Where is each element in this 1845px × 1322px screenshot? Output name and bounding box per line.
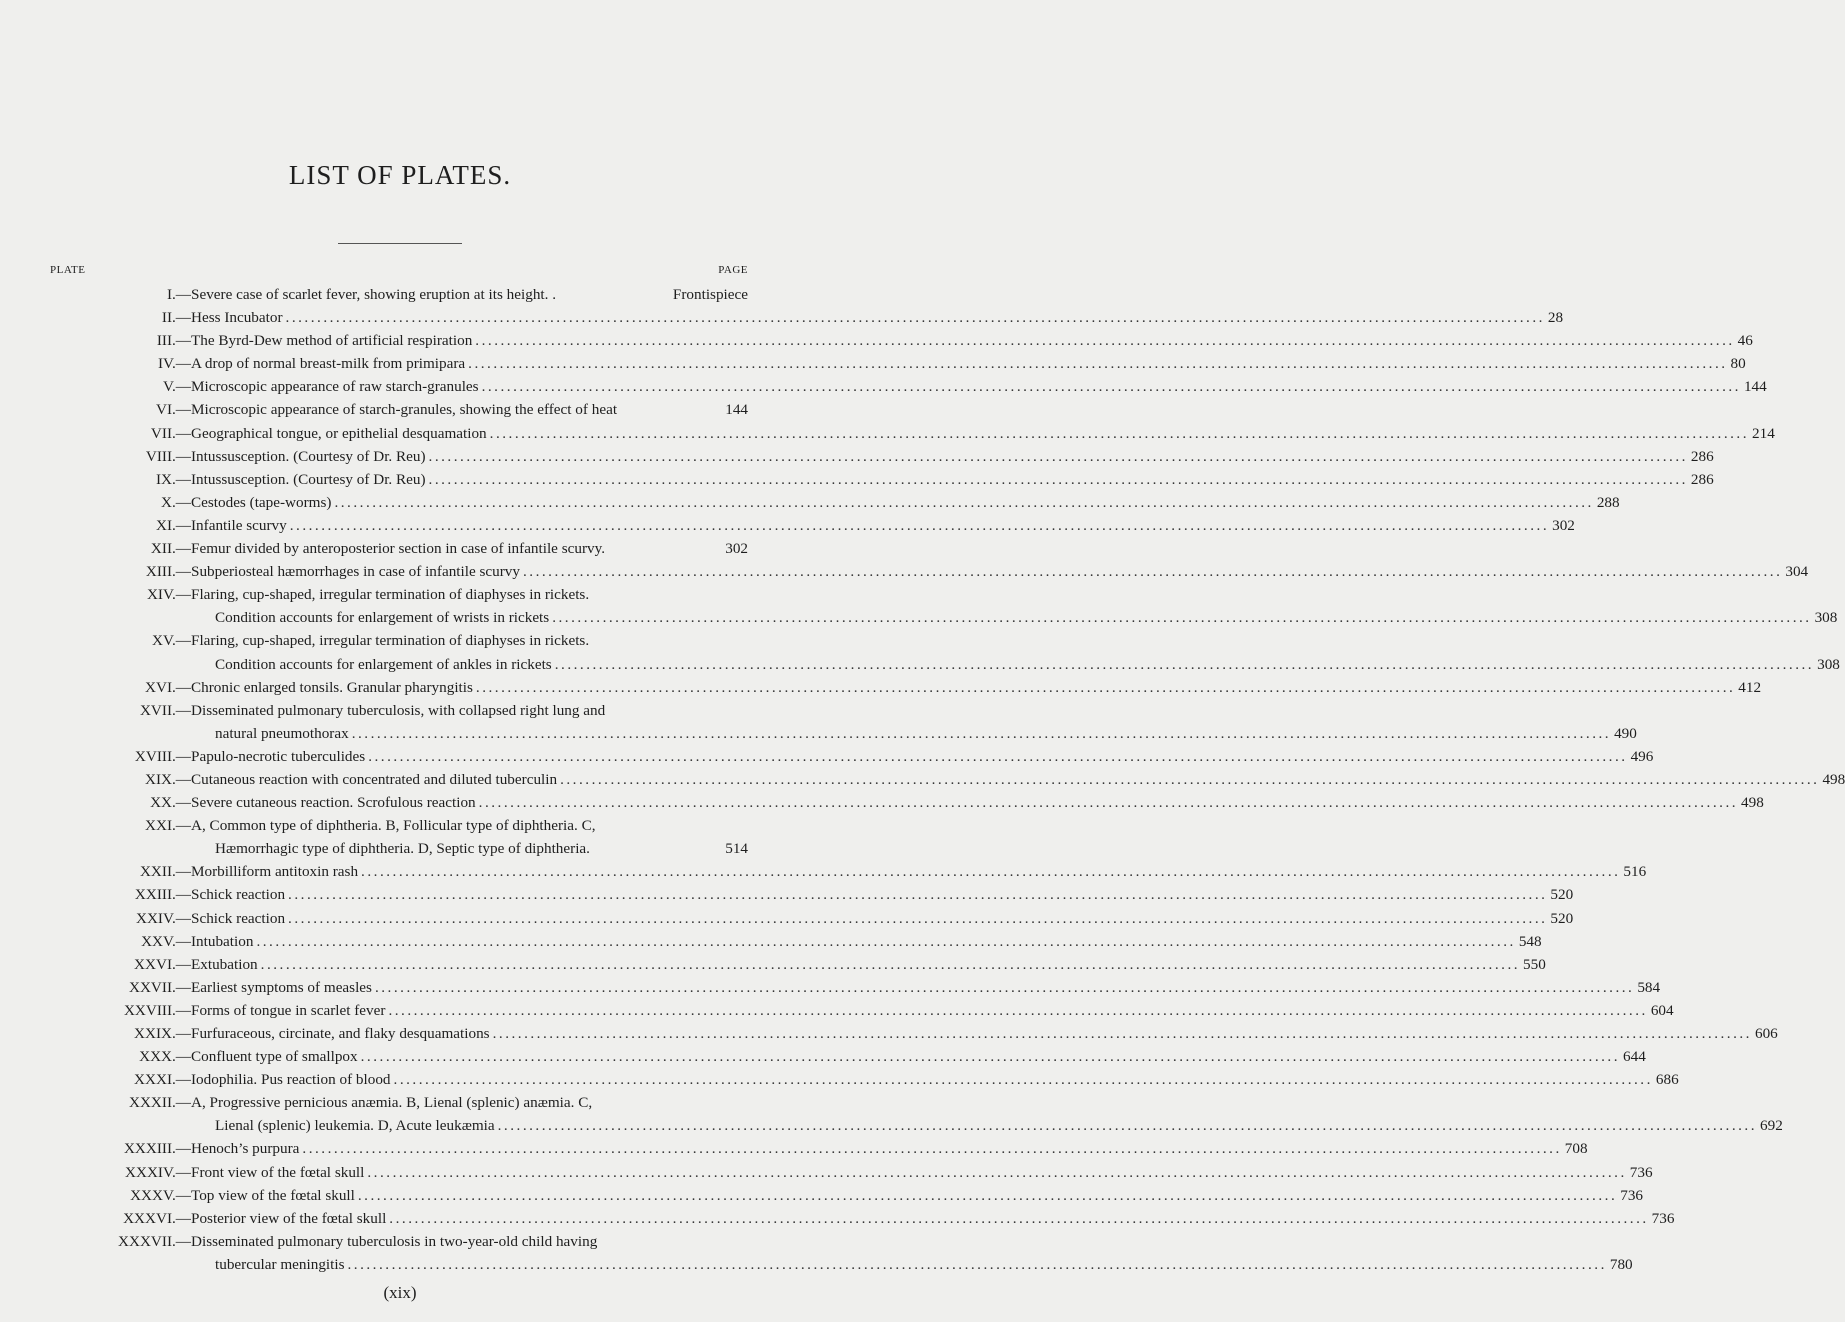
plate-title: Hæmorrhagic type of diphtheria. D, Septic type of diphtheria. [215, 840, 590, 858]
plate-line [191, 491, 1620, 514]
plate-line [191, 398, 748, 421]
plate-page-number: 584 [1637, 978, 1661, 996]
plate-page-number: 80 [1730, 355, 1746, 373]
plate-number: XXXIV.— [125, 1163, 191, 1181]
plate-number: XIII.— [145, 563, 191, 581]
plate-title: Condition accounts for enlargement of wrists in rickets [215, 609, 550, 627]
plate-line [191, 699, 748, 722]
plate-line [191, 514, 1575, 537]
plate-page-number: 498 [1741, 794, 1764, 812]
dot-leader: ........................................................................................................................................................................................................ [289, 516, 1550, 534]
plate-line [191, 1207, 1675, 1230]
plate-number: XXXV.— [130, 1186, 191, 1204]
page-column-header: PAGE [718, 264, 748, 276]
plate-entry [0, 930, 1542, 953]
plate-number: XXIII.— [134, 886, 191, 904]
plate-page-number: 214 [1752, 424, 1775, 442]
plate-entry [0, 1161, 1653, 1184]
dot-leader: ........................................................................................................................................................................................................ [475, 332, 1735, 350]
plate-number: XXIX.— [134, 1025, 191, 1042]
plate-entry-continuation [0, 722, 1637, 745]
plate-entry-continuation [0, 837, 800, 860]
plate-number: V.— [163, 378, 191, 396]
plate-number: XXV.— [141, 932, 191, 950]
plate-page-number: 520 [1550, 886, 1574, 904]
dot-leader: ........................................................................................................................................................................................................ [368, 747, 1628, 765]
plate-page-number: 606 [1754, 1025, 1778, 1042]
plate-entry [0, 537, 800, 560]
dot-leader: ........................................................................................................................................................................................................ [351, 724, 1612, 742]
plate-entry [0, 329, 1753, 352]
plate-page-number: 548 [1518, 932, 1542, 950]
plate-line [191, 1022, 1778, 1045]
plate-title: Confluent type of smallpox [191, 1048, 358, 1066]
plate-title: Disseminated pulmonary tuberculosis, with collapsed right lung and [191, 701, 606, 719]
plate-title: Microscopic appearance of raw starch-granules [191, 378, 479, 396]
plate-title: Flaring, cup-shaped, irregular termination of diaphyses in rickets. [191, 586, 590, 604]
plate-entry [0, 791, 1764, 814]
plate-number: XXXVI.— [123, 1209, 191, 1227]
plate-title: Furfuraceous, circinate, and flaky desquamations [191, 1025, 490, 1042]
plate-number: XXXVII.— [118, 1232, 191, 1250]
plate-number: XXXI.— [134, 1071, 191, 1089]
plate-entry [0, 768, 1845, 791]
plate-page-number: 514 [725, 840, 748, 858]
plate-line [215, 1114, 1783, 1137]
plate-column-header: PLATE [50, 264, 86, 276]
plate-title: Posterior view of the fœtal skull [191, 1209, 387, 1227]
plate-line [191, 375, 1767, 398]
plate-line [191, 883, 1574, 906]
plate-entry [0, 699, 800, 722]
dot-leader: ........................................................................................................................................................................................................ [489, 424, 1750, 442]
plate-title: Chronic enlarged tonsils. Granular pharyngitis [191, 678, 473, 696]
dot-leader: ........................................................................................................................................................................................................ [475, 678, 1736, 696]
plate-entry [0, 1068, 1679, 1091]
plate-page-number: 736 [1651, 1209, 1675, 1227]
plate-entry [0, 468, 1714, 491]
plate-line [191, 1068, 1679, 1091]
plate-number: XXXIII.— [123, 1140, 191, 1158]
plate-entry [0, 907, 1574, 930]
plate-page-number: 302 [1552, 516, 1575, 534]
dot-leader: ........................................................................................................................................................................................................ [288, 886, 1548, 904]
plate-number: XXII.— [139, 863, 191, 881]
plate-line [191, 560, 1809, 583]
dot-leader: ........................................................................................................................................................................................................ [497, 1117, 1757, 1135]
plate-number: XXVI.— [134, 955, 191, 973]
plate-number: XI.— [155, 516, 191, 534]
dot-leader: ........................................................................................................................................................................................................ [347, 1255, 1607, 1273]
plate-title: Cestodes (tape-worms) [191, 493, 332, 511]
plate-line [215, 606, 1838, 629]
plate-line [191, 583, 748, 606]
plate-number: XXIV.— [136, 909, 191, 927]
plate-title: Geographical tongue, or epithelial desquamation [191, 424, 487, 442]
plate-title: Extubation [191, 955, 258, 973]
dot-leader: ........................................................................................................................................................................................................ [388, 1001, 1648, 1019]
plate-line [191, 1184, 1644, 1207]
plates-list [0, 283, 1845, 1276]
plate-title: Iodophilia. Pus reaction of blood [191, 1071, 391, 1089]
plate-title: Schick reaction [191, 909, 286, 927]
dot-leader: ........................................................................................................................................................................................................ [302, 1140, 1562, 1158]
plate-number: XXX.— [139, 1048, 191, 1066]
plate-page-number: 516 [1623, 863, 1647, 881]
plate-page-number: 736 [1620, 1186, 1644, 1204]
plate-page-number: 644 [1623, 1048, 1646, 1066]
plate-title: A drop of normal breast-milk from primipara [191, 355, 466, 373]
plate-line [191, 1137, 1588, 1160]
plate-page-number: 412 [1738, 678, 1762, 696]
plate-page-number: 288 [1596, 493, 1620, 511]
plate-entry [0, 560, 1809, 583]
plate-entry [0, 814, 800, 837]
dot-leader: ........................................................................................................................................................................................................ [367, 1163, 1627, 1181]
plate-entry-continuation [0, 606, 1838, 629]
plate-entry [0, 514, 1575, 537]
plate-line [191, 306, 1564, 329]
plate-title: Schick reaction [191, 886, 286, 904]
plate-title: Flaring, cup-shaped, irregular termination of diaphyses in rickets. [191, 632, 590, 650]
plate-title: Intussusception. (Courtesy of Dr. Reu) [191, 447, 426, 465]
plate-entry [0, 283, 800, 306]
dot-leader: ........................................................................................................................................................................................................ [492, 1025, 1752, 1042]
plate-number: XVI.— [145, 678, 191, 696]
page-title: LIST OF PLATES. [288, 160, 512, 190]
plate-page-number: 736 [1629, 1163, 1653, 1181]
plate-title: Front view of the fœtal skull [191, 1163, 365, 1181]
plate-title: Infantile scurvy [191, 516, 287, 534]
plate-line [215, 722, 1637, 745]
plate-page-number: 692 [1760, 1117, 1783, 1135]
plate-number: IV.— [157, 355, 191, 373]
plate-entry [0, 629, 800, 652]
plate-page-number: 686 [1655, 1071, 1679, 1089]
plate-line [191, 814, 748, 837]
plate-line [191, 860, 1647, 883]
dot-leader: ........................................................................................................................................................................................................ [334, 493, 1594, 511]
plate-number: XX.— [150, 794, 191, 812]
plate-number: IX.— [155, 470, 191, 488]
dot-leader: ........................................................................................................................................................................................................ [389, 1209, 1649, 1227]
plate-page-number: 550 [1523, 955, 1546, 973]
plate-title: Microscopic appearance of starch-granules, showing the effect of heat [191, 401, 618, 419]
plate-title: Condition accounts for enlargement of ankles in rickets [215, 655, 552, 673]
plate-title: Severe case of scarlet fever, showing eruption at its height. . [191, 286, 557, 303]
plate-entry [0, 1207, 1675, 1230]
plate-number: XVIII.— [134, 747, 191, 765]
plate-title: Top view of the fœtal skull [191, 1186, 355, 1204]
plate-number: XV.— [152, 632, 191, 650]
plate-page-number: 302 [725, 540, 748, 558]
plate-title: Lienal (splenic) leukemia. D, Acute leukæmia [215, 1117, 495, 1135]
plate-line [191, 1091, 748, 1114]
plate-page-number: 520 [1550, 909, 1574, 927]
plate-title: Hess Incubator [191, 309, 283, 327]
plate-entry [0, 953, 1546, 976]
plate-line [191, 907, 1574, 930]
plate-title: Severe cutaneous reaction. Scrofulous reaction [191, 794, 476, 812]
plate-page-number: 496 [1630, 747, 1654, 765]
plate-number: XIV.— [146, 586, 191, 604]
plate-entry [0, 375, 1767, 398]
plate-number: XII.— [150, 540, 191, 558]
plate-number: XXVIII.— [123, 1001, 191, 1019]
plate-line [191, 629, 748, 652]
plate-entry [0, 1022, 1778, 1045]
plate-line [191, 329, 1753, 352]
plate-entry [0, 999, 1674, 1022]
plate-number: VI.— [155, 401, 191, 419]
plate-number: XXXII.— [128, 1094, 191, 1112]
plate-title: A, Progressive pernicious anæmia. B, Lienal (splenic) anæmia. C, [191, 1094, 593, 1112]
plate-line [191, 422, 1775, 445]
page-folio: (xix) [383, 1283, 417, 1302]
plate-number: XXI.— [145, 817, 191, 835]
plate-entry [0, 422, 1775, 445]
plate-line [191, 676, 1762, 699]
plate-entry [0, 860, 1647, 883]
plate-title: Earliest symptoms of measles [191, 978, 372, 996]
plate-title: Forms of tongue in scarlet fever [191, 1001, 386, 1019]
plate-entry [0, 1091, 800, 1114]
plate-page-number: 304 [1785, 563, 1809, 581]
plate-title: Subperiosteal hæmorrhages in case of infantile scurvy [191, 563, 520, 581]
dot-leader: ........................................................................................................................................................................................................ [554, 655, 1815, 673]
plate-title: The Byrd-Dew method of artificial respiration [191, 332, 473, 350]
plate-entry [0, 1045, 1646, 1068]
plate-line [191, 468, 1714, 491]
plate-line [191, 791, 1764, 814]
dot-leader: ........................................................................................................................................................................................................ [428, 447, 1688, 465]
plate-line [215, 837, 748, 860]
plate-page-number: 286 [1690, 470, 1714, 488]
plate-page-number: 780 [1609, 1255, 1633, 1273]
plate-page-number: 498 [1822, 770, 1845, 788]
plate-page-number: 708 [1564, 1140, 1588, 1158]
plate-entry [0, 676, 1762, 699]
title-rule [338, 243, 462, 244]
plate-line [191, 352, 1746, 375]
plate-title: Cutaneous reaction with concentrated and diluted tuberculin [191, 770, 558, 788]
plate-entry [0, 352, 1746, 375]
plate-title: Morbilliform antitoxin rash [191, 863, 359, 881]
plate-entry [0, 976, 1661, 999]
plate-entry [0, 491, 1620, 514]
dot-leader: ........................................................................................................................................................................................................ [481, 378, 1741, 396]
dot-leader: ........................................................................................................................................................................................................ [478, 794, 1739, 812]
plate-title: Intubation [191, 932, 254, 950]
plate-line [191, 537, 748, 560]
dot-leader: ........................................................................................................................................................................................................ [285, 309, 1545, 327]
dot-leader: ........................................................................................................................................................................................................ [468, 355, 1728, 373]
plate-page-number: 286 [1690, 447, 1714, 465]
plate-number: XXVII.— [128, 978, 191, 996]
plate-entry [0, 306, 1564, 329]
dot-leader: ........................................................................................................................................................................................................ [256, 932, 1516, 950]
plate-entry [0, 1137, 1588, 1160]
plate-line [191, 445, 1714, 468]
plate-line [191, 745, 1654, 768]
plate-number: II.— [161, 309, 191, 327]
plate-title: Disseminated pulmonary tuberculosis in two-year-old child having [191, 1232, 598, 1250]
plate-entry-continuation [0, 1114, 1783, 1137]
plate-entry-continuation [0, 653, 1840, 676]
plate-page-number: 308 [1817, 655, 1840, 673]
dot-leader: ........................................................................................................................................................................................................ [357, 1186, 1618, 1204]
plate-number: X.— [161, 493, 191, 511]
plate-title: tubercular meningitis [215, 1255, 345, 1273]
plate-line [191, 1230, 748, 1253]
plate-number: XVII.— [139, 701, 191, 719]
plate-page-number: 604 [1650, 1001, 1674, 1019]
plate-line [191, 953, 1546, 976]
dot-leader: ........................................................................................................................................................................................................ [560, 770, 1820, 788]
plate-line [191, 930, 1542, 953]
plate-page-number: 308 [1814, 609, 1838, 627]
plate-title: Papulo-necrotic tuberculides [191, 747, 366, 765]
plate-page-number: 144 [1743, 378, 1767, 396]
plate-line [191, 768, 1845, 791]
plate-number: VII.— [150, 424, 191, 442]
dot-leader: ........................................................................................................................................................................................................ [360, 1048, 1620, 1066]
plate-title: Intussusception. (Courtesy of Dr. Reu) [191, 470, 426, 488]
plate-line [215, 653, 1840, 676]
plate-number: I.— [166, 286, 191, 303]
plate-entry [0, 445, 1714, 468]
plate-line [191, 976, 1661, 999]
plate-entry [0, 1184, 1644, 1207]
plate-title: A, Common type of diphtheria. B, Follicular type of diphtheria. C, [191, 817, 596, 835]
dot-leader: ........................................................................................................................................................................................................ [428, 470, 1688, 488]
plate-entry-continuation [0, 1253, 1633, 1276]
dot-leader: ........................................................................................................................................................................................................ [260, 955, 1521, 973]
plate-entry [0, 398, 800, 421]
plate-page-number: 46 [1737, 332, 1753, 350]
plate-line [191, 283, 748, 306]
plate-title: Femur divided by anteroposterior section in case of infantile scurvy. [191, 540, 606, 558]
dot-leader: ........................................................................................................................................................................................................ [288, 909, 1548, 927]
plate-line [191, 1045, 1646, 1068]
plate-title: Henoch’s purpura [191, 1140, 300, 1158]
plate-page-number: 144 [725, 401, 748, 419]
dot-leader: ........................................................................................................................................................................................................ [361, 863, 1621, 881]
plate-entry [0, 883, 1574, 906]
plate-page-number: 28 [1547, 309, 1564, 327]
plate-page-number: Frontispiece [672, 286, 748, 303]
plate-number: XIX.— [145, 770, 191, 788]
plate-page-number: 490 [1614, 724, 1637, 742]
dot-leader: ........................................................................................................................................................................................................ [552, 609, 1812, 627]
plate-line [215, 1253, 1633, 1276]
plate-entry [0, 1230, 800, 1253]
plate-entry [0, 745, 1654, 768]
plate-entry [0, 583, 800, 606]
dot-leader: ........................................................................................................................................................................................................ [374, 978, 1635, 996]
plate-title: natural pneumothorax [215, 724, 349, 742]
plate-number: III.— [156, 332, 191, 350]
plate-line [191, 999, 1674, 1022]
dot-leader: ........................................................................................................................................................................................................ [393, 1071, 1653, 1089]
plate-number: VIII.— [145, 447, 191, 465]
dot-leader: ........................................................................................................................................................................................................ [522, 563, 1783, 581]
plate-line [191, 1161, 1653, 1184]
